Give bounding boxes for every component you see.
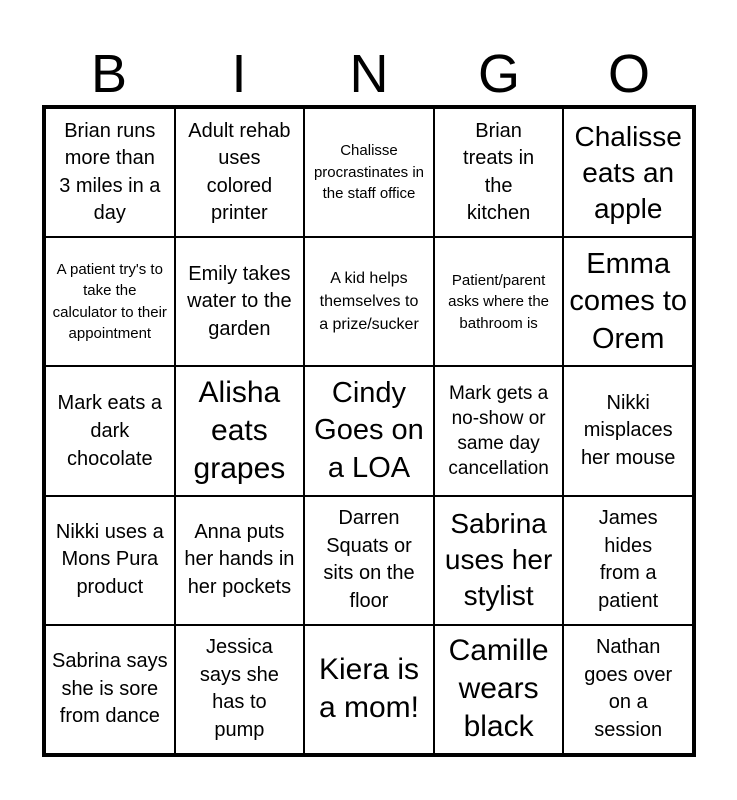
header-letter-i: I: [231, 44, 247, 104]
bingo-cell[interactable]: Camille wears black: [434, 625, 564, 754]
bingo-cell[interactable]: Sabrina says she is sore from dance: [45, 625, 175, 754]
bingo-cell[interactable]: Brian treats in the kitchen: [434, 108, 564, 237]
bingo-cell[interactable]: Chalisse procrastinates in the staff office: [304, 108, 434, 237]
bingo-cell[interactable]: Cindy Goes on a LOA: [304, 366, 434, 495]
bingo-cell[interactable]: Sabrina uses her stylist: [434, 496, 564, 625]
bingo-cell[interactable]: Anna puts her hands in her pockets: [175, 496, 305, 625]
bingo-cell[interactable]: Patient/parent asks where the bathroom is: [434, 237, 564, 366]
bingo-cell[interactable]: Mark eats a dark chocolate: [45, 366, 175, 495]
bingo-cell[interactable]: Alisha eats grapes: [175, 366, 305, 495]
bingo-cell[interactable]: Emma comes to Orem: [563, 237, 693, 366]
header-letter-g: G: [477, 44, 520, 104]
header-letter-n: N: [349, 44, 389, 104]
bingo-cell[interactable]: Darren Squats or sits on the floor: [304, 496, 434, 625]
header-letter-o: O: [607, 44, 650, 104]
bingo-cell[interactable]: Jessica says she has to pump: [175, 625, 305, 754]
bingo-cell[interactable]: Chalisse eats an apple: [563, 108, 693, 237]
bingo-cell[interactable]: Brian runs more than 3 miles in a day: [45, 108, 175, 237]
bingo-cell[interactable]: Kiera is a mom!: [304, 625, 434, 754]
bingo-cell[interactable]: Nathan goes over on a session: [563, 625, 693, 754]
bingo-cell[interactable]: Mark gets a no-show or same day cancellation: [434, 366, 564, 495]
bingo-header: [44, 44, 694, 104]
bingo-board: [42, 105, 696, 757]
bingo-cell[interactable]: Nikki uses a Mons Pura product: [45, 496, 175, 625]
bingo-cell[interactable]: A kid helps themselves to a prize/sucker: [304, 237, 434, 366]
header-letter-b: B: [90, 44, 128, 104]
bingo-cell[interactable]: Emily takes water to the garden: [175, 237, 305, 366]
bingo-cell[interactable]: Nikki misplaces her mouse: [563, 366, 693, 495]
bingo-cell[interactable]: James hides from a patient: [563, 496, 693, 625]
bingo-cell[interactable]: Adult rehab uses colored printer: [175, 108, 305, 237]
bingo-cell[interactable]: A patient try's to take the calculator to their appointment: [45, 237, 175, 366]
